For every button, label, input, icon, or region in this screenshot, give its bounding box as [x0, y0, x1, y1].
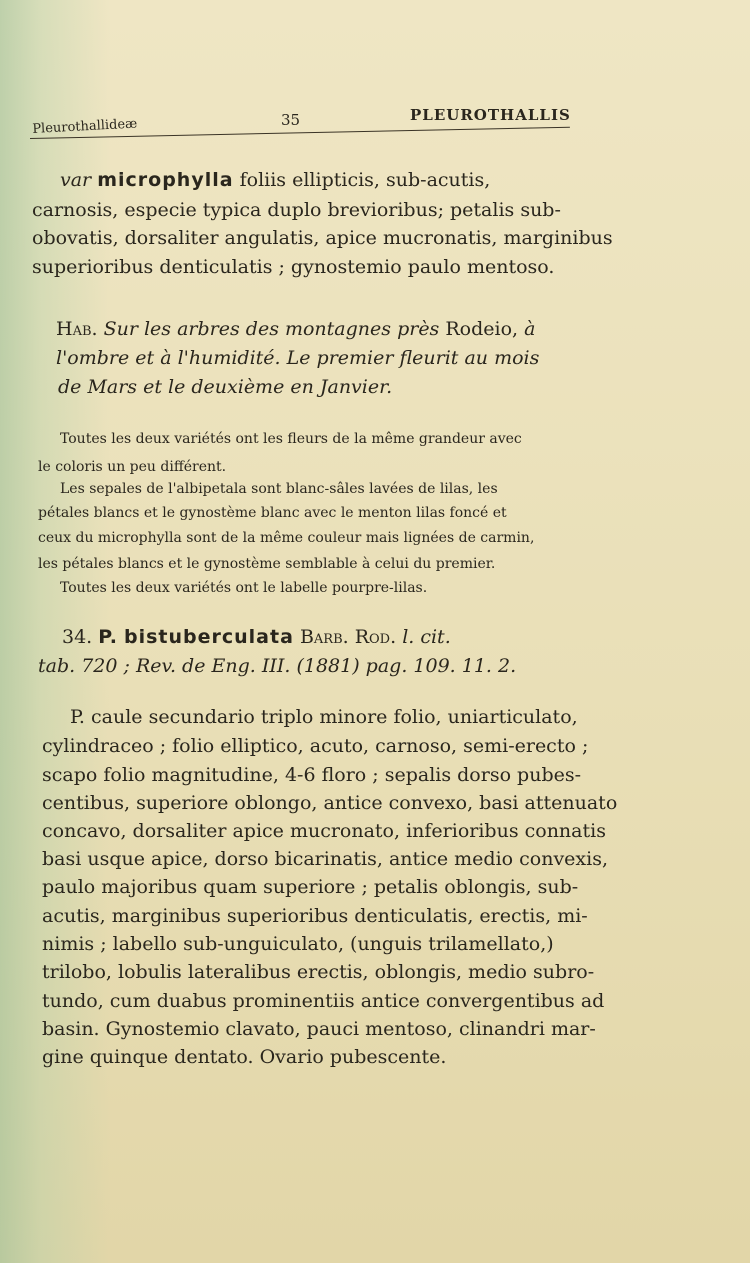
desc-line-13: gine quinque dentato. Ovario pubescente.: [42, 1046, 447, 1068]
desc-line-2: cylindraceo ; folio elliptico, acuto, carnoso, semi-erecto ;: [42, 735, 589, 757]
desc-line-6: basi usque apice, dorso bicarinatis, antice medio convexis,: [42, 848, 609, 870]
desc-line-9: nimis ; labello sub-unguiculato, (unguis trilamellato,): [42, 933, 554, 955]
running-head-family: Pleurothallideæ: [32, 116, 138, 137]
species-ref-1: l. cit.: [402, 626, 451, 648]
desc-line-11: tundo, cum duabus prominentiis antice convergentibus ad: [42, 990, 605, 1012]
habitat-place: Rodeio,: [445, 318, 519, 340]
page-number: 35: [281, 111, 301, 129]
species-number: 34.: [62, 626, 93, 648]
variety-name: microphylla: [97, 169, 234, 191]
desc-line-3: scapo folio magnitudine, 4-6 floro ; sepalis dorso pubes-: [42, 764, 582, 786]
note-line-6: les pétales blancs et le gynostème semblable à celui du premier.: [38, 556, 496, 572]
var-abbrev: var: [60, 169, 92, 191]
habitat-text-1-end: à: [524, 318, 536, 340]
species-heading: [62, 626, 451, 648]
note-line-5: ceux du microphylla sont de la même couleur mais lignées de carmin,: [38, 530, 535, 546]
habitat-label: Hab.: [56, 318, 98, 340]
note-line-3: Les sepales de l'albipetala sont blanc-sâles lavées de lilas, les: [60, 481, 498, 497]
desc-line-4: centibus, superiore oblongo, antice convexo, basi attenuato: [42, 792, 618, 814]
variety-line-4: superioribus denticulatis ; gynostemio paulo mentoso.: [32, 256, 555, 278]
variety-line-3: obovatis, dorsaliter angulatis, apice mucronatis, marginibus: [32, 227, 613, 249]
habitat-line-1: [56, 318, 535, 340]
note-line-7: Toutes les deux variétés ont le labelle pourpre-lilas.: [60, 580, 428, 596]
habitat-line-2: l'ombre et à l'humidité. Le premier fleurit au mois: [56, 347, 540, 369]
variety-line-1-text: foliis ellipticis, sub-acutis,: [239, 169, 491, 191]
species-name: bistuberculata: [123, 626, 294, 648]
note-line-2: le coloris un peu différent.: [38, 459, 227, 475]
variety-line-2: carnosis, especie typica duplo brevioribus; petalis sub-: [32, 199, 561, 221]
note-line-1: Toutes les deux variétés ont les fleurs de la même grandeur avec: [60, 431, 522, 447]
species-authority: Barb. Rod.: [299, 626, 397, 648]
desc-line-10: trilobo, lobulis lateralibus erectis, oblongis, medio subro-: [42, 961, 595, 983]
variety-line-1: [60, 169, 490, 191]
habitat-line-3: de Mars et le deuxième en Janvier.: [58, 376, 393, 398]
desc-line-8: acutis, marginibus superioribus denticulatis, erectis, mi-: [42, 905, 588, 927]
desc-line-1: P. caule secundario triplo minore folio, uniarticulato,: [70, 706, 578, 728]
desc-line-12: basin. Gynostemio clavato, pauci mentoso, clinandri mar-: [42, 1018, 596, 1040]
note-line-4: pétales blancs et le gynostème blanc avec le menton lilas foncé et: [38, 505, 507, 521]
desc-line-5: concavo, dorsaliter apice mucronato, inferioribus connatis: [42, 820, 606, 842]
running-head-genus: PLEUROTHALLIS: [410, 106, 571, 124]
species-ref-2: tab. 720 ; Rev. de Eng. III. (1881) pag. 109. 11. 2.: [38, 655, 517, 677]
desc-line-7: paulo majoribus quam superiore ; petalis oblongis, sub-: [42, 876, 579, 898]
species-genus-abbrev: P.: [98, 626, 118, 648]
habitat-text-1: Sur les arbres des montagnes près: [103, 318, 440, 340]
